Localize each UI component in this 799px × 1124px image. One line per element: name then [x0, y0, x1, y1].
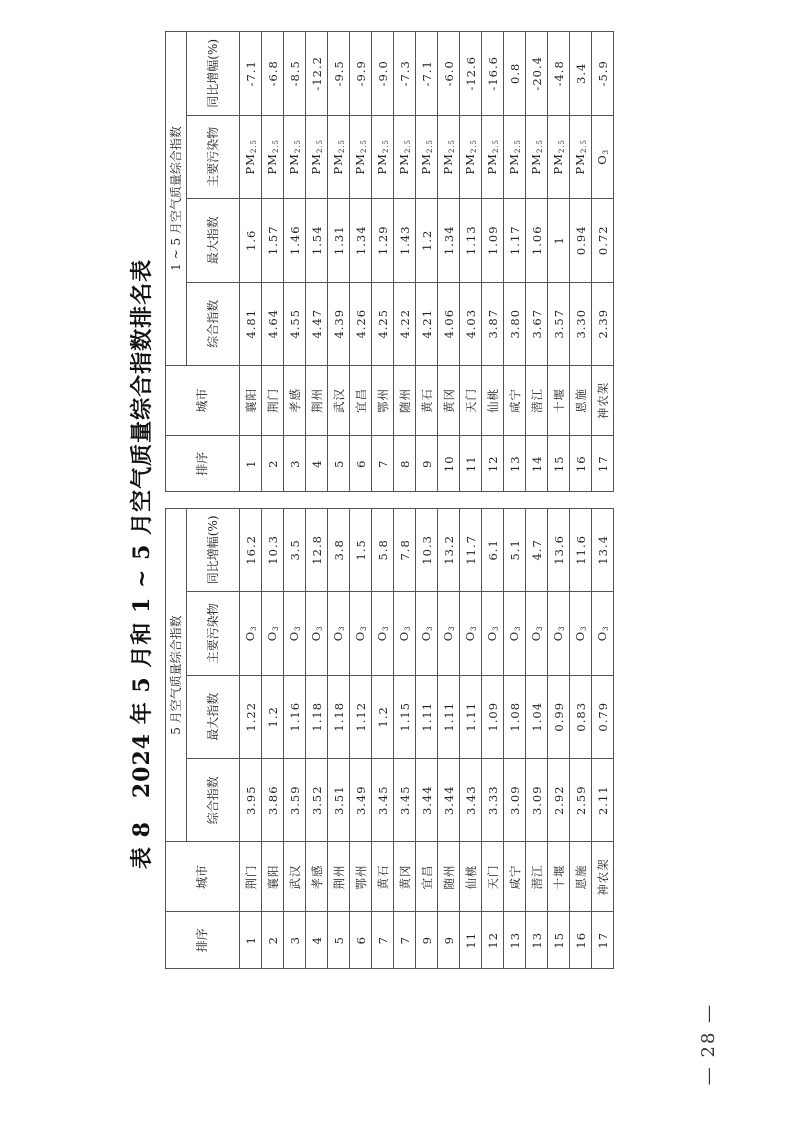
- table-row: [504, 32, 526, 969]
- cell-may-yoy: 16.2: [240, 508, 262, 591]
- cell-ytd-max: 1.29: [372, 199, 394, 282]
- cell-ytd-composite: 4.47: [306, 282, 328, 365]
- cell-may-yoy: 11.6: [570, 508, 592, 591]
- cell-ytd-max: 1.31: [328, 199, 350, 282]
- cell-may-pollutant: $O_3$: [328, 592, 350, 675]
- cell-may-max: 1.08: [504, 675, 526, 758]
- header-max-ytd: 最大指数: [187, 199, 240, 282]
- column-gap: [460, 492, 482, 508]
- cell-may-rank: 12: [482, 912, 504, 969]
- cell-ytd-pollutant: $O_3$: [592, 115, 614, 198]
- cell-ytd-yoy: -7.3: [394, 32, 416, 116]
- cell-ytd-composite: 4.06: [438, 282, 460, 365]
- table-row: [570, 32, 592, 969]
- cell-ytd-yoy: -12.2: [306, 32, 328, 116]
- column-gap: [482, 492, 504, 508]
- cell-ytd-composite: 4.55: [284, 282, 306, 365]
- cell-ytd-rank: 3: [284, 435, 306, 492]
- cell-may-yoy: 13.4: [592, 508, 614, 591]
- cell-ytd-composite: 3.87: [482, 282, 504, 365]
- cell-ytd-composite: 4.39: [328, 282, 350, 365]
- cell-ytd-city: 天门: [460, 365, 482, 435]
- cell-ytd-rank: 4: [306, 435, 328, 492]
- cell-may-city: 十堰: [548, 842, 570, 912]
- cell-may-rank: 13: [526, 912, 548, 969]
- cell-may-max: 0.79: [592, 675, 614, 758]
- cell-ytd-pollutant: $PM_{2.5}$: [460, 115, 482, 198]
- cell-may-city: 荆州: [328, 842, 350, 912]
- cell-ytd-yoy: -12.6: [460, 32, 482, 116]
- table-row: [394, 32, 416, 969]
- cell-may-max: 1.11: [416, 675, 438, 758]
- column-gap: [166, 492, 240, 508]
- cell-may-rank: 2: [262, 912, 284, 969]
- cell-may-max: 1.2: [262, 675, 284, 758]
- cell-may-composite: 3.95: [240, 759, 262, 842]
- cell-may-city: 孝感: [306, 842, 328, 912]
- cell-may-city: 天门: [482, 842, 504, 912]
- table-row: [438, 32, 460, 969]
- column-gap: [526, 492, 548, 508]
- table-row: [262, 32, 284, 969]
- cell-may-city: 随州: [438, 842, 460, 912]
- cell-ytd-pollutant: $PM_{2.5}$: [262, 115, 284, 198]
- cell-may-pollutant: $O_3$: [372, 592, 394, 675]
- cell-may-pollutant: $O_3$: [284, 592, 306, 675]
- cell-may-composite: 3.52: [306, 759, 328, 842]
- cell-may-yoy: 6.1: [482, 508, 504, 591]
- cell-ytd-city: 仙桃: [482, 365, 504, 435]
- header-max-may: 最大指数: [187, 675, 240, 758]
- cell-ytd-composite: 4.03: [460, 282, 482, 365]
- cell-may-rank: 3: [284, 912, 306, 969]
- cell-ytd-pollutant: $PM_{2.5}$: [240, 115, 262, 198]
- cell-ytd-yoy: -20.4: [526, 32, 548, 116]
- cell-ytd-rank: 5: [328, 435, 350, 492]
- cell-may-rank: 17: [592, 912, 614, 969]
- cell-ytd-pollutant: $PM_{2.5}$: [526, 115, 548, 198]
- cell-may-pollutant: $O_3$: [548, 592, 570, 675]
- table-row: [548, 32, 570, 969]
- cell-ytd-yoy: -8.5: [284, 32, 306, 116]
- cell-may-yoy: 5.8: [372, 508, 394, 591]
- table-row: [284, 32, 306, 969]
- cell-ytd-rank: 12: [482, 435, 504, 492]
- cell-may-composite: 2.59: [570, 759, 592, 842]
- cell-ytd-city: 宜昌: [350, 365, 372, 435]
- column-gap: [328, 492, 350, 508]
- cell-ytd-yoy: 3.4: [570, 32, 592, 116]
- cell-ytd-max: 1.6: [240, 199, 262, 282]
- cell-ytd-city: 鄂州: [372, 365, 394, 435]
- column-gap: [438, 492, 460, 508]
- cell-may-max: 1.11: [460, 675, 482, 758]
- cell-ytd-pollutant: $PM_{2.5}$: [504, 115, 526, 198]
- cell-ytd-max: 1.57: [262, 199, 284, 282]
- air-quality-table: [165, 31, 614, 969]
- cell-may-rank: 6: [350, 912, 372, 969]
- cell-may-rank: 7: [372, 912, 394, 969]
- header-yoy-may: 同比增幅(%): [187, 508, 240, 591]
- column-gap: [504, 492, 526, 508]
- cell-ytd-composite: 3.67: [526, 282, 548, 365]
- cell-may-yoy: 4.7: [526, 508, 548, 591]
- column-gap: [394, 492, 416, 508]
- cell-may-city: 仙桃: [460, 842, 482, 912]
- cell-ytd-max: 1.34: [438, 199, 460, 282]
- cell-may-composite: 3.49: [350, 759, 372, 842]
- cell-may-max: 1.18: [328, 675, 350, 758]
- cell-may-yoy: 12.8: [306, 508, 328, 591]
- cell-ytd-composite: 4.64: [262, 282, 284, 365]
- cell-may-rank: 16: [570, 912, 592, 969]
- cell-may-city: 神农架: [592, 842, 614, 912]
- cell-ytd-city: 荆门: [262, 365, 284, 435]
- cell-ytd-composite: 2.39: [592, 282, 614, 365]
- cell-may-city: 潜江: [526, 842, 548, 912]
- header-may-group: 5 月空气质量综合指数: [166, 508, 187, 842]
- cell-ytd-composite: 4.25: [372, 282, 394, 365]
- cell-may-composite: 3.86: [262, 759, 284, 842]
- cell-ytd-yoy: -9.5: [328, 32, 350, 116]
- table-row: [372, 32, 394, 969]
- column-gap: [284, 492, 306, 508]
- table-row: [526, 32, 548, 969]
- cell-may-composite: 3.43: [460, 759, 482, 842]
- cell-may-rank: 5: [328, 912, 350, 969]
- cell-ytd-yoy: -5.9: [592, 32, 614, 116]
- cell-may-yoy: 11.7: [460, 508, 482, 591]
- header-ytd-group: 1 ~ 5 月空气质量综合指数: [166, 32, 187, 366]
- cell-ytd-yoy: -9.9: [350, 32, 372, 116]
- cell-may-yoy: 10.3: [262, 508, 284, 591]
- cell-ytd-rank: 16: [570, 435, 592, 492]
- cell-ytd-pollutant: $PM_{2.5}$: [372, 115, 394, 198]
- cell-may-composite: 2.92: [548, 759, 570, 842]
- cell-may-composite: 3.44: [416, 759, 438, 842]
- table-row: [482, 32, 504, 969]
- cell-may-yoy: 13.2: [438, 508, 460, 591]
- cell-ytd-rank: 1: [240, 435, 262, 492]
- cell-ytd-pollutant: $PM_{2.5}$: [306, 115, 328, 198]
- cell-may-city: 黄石: [372, 842, 394, 912]
- cell-ytd-composite: 3.57: [548, 282, 570, 365]
- cell-ytd-city: 神农架: [592, 365, 614, 435]
- cell-may-yoy: 1.5: [350, 508, 372, 591]
- cell-ytd-pollutant: $PM_{2.5}$: [570, 115, 592, 198]
- cell-ytd-yoy: -9.0: [372, 32, 394, 116]
- table-row: [240, 32, 262, 969]
- cell-ytd-pollutant: $PM_{2.5}$: [438, 115, 460, 198]
- cell-ytd-max: 1.06: [526, 199, 548, 282]
- cell-ytd-yoy: -16.6: [482, 32, 504, 116]
- cell-may-pollutant: $O_3$: [482, 592, 504, 675]
- cell-ytd-composite: 3.80: [504, 282, 526, 365]
- cell-ytd-city: 恩施: [570, 365, 592, 435]
- cell-may-yoy: 10.3: [416, 508, 438, 591]
- cell-ytd-max: 0.72: [592, 199, 614, 282]
- cell-may-city: 鄂州: [350, 842, 372, 912]
- cell-may-pollutant: $O_3$: [526, 592, 548, 675]
- cell-ytd-city: 黄石: [416, 365, 438, 435]
- column-gap: [306, 492, 328, 508]
- cell-may-yoy: 7.8: [394, 508, 416, 591]
- cell-may-composite: 3.09: [526, 759, 548, 842]
- cell-may-pollutant: $O_3$: [570, 592, 592, 675]
- cell-ytd-yoy: -7.1: [240, 32, 262, 116]
- cell-may-max: 1.12: [350, 675, 372, 758]
- cell-may-composite: 2.11: [592, 759, 614, 842]
- cell-ytd-max: 1.2: [416, 199, 438, 282]
- header-pollutant-may: 主要污染物: [187, 592, 240, 675]
- cell-may-max: 1.18: [306, 675, 328, 758]
- cell-ytd-rank: 10: [438, 435, 460, 492]
- cell-ytd-city: 潜江: [526, 365, 548, 435]
- cell-ytd-max: 1: [548, 199, 570, 282]
- cell-may-city: 黄冈: [394, 842, 416, 912]
- cell-ytd-pollutant: $PM_{2.5}$: [416, 115, 438, 198]
- table-row: [328, 32, 350, 969]
- table-title: 表 8 2024 年 5 月和 1 ~ 5 月空气质量综合指数排名表: [129, 258, 155, 870]
- cell-ytd-rank: 11: [460, 435, 482, 492]
- cell-may-city: 恩施: [570, 842, 592, 912]
- header-rank-ytd: 排序: [166, 435, 240, 492]
- cell-may-rank: 4: [306, 912, 328, 969]
- cell-may-city: 宜昌: [416, 842, 438, 912]
- cell-ytd-city: 武汉: [328, 365, 350, 435]
- cell-ytd-pollutant: $PM_{2.5}$: [284, 115, 306, 198]
- cell-may-pollutant: $O_3$: [460, 592, 482, 675]
- cell-ytd-yoy: 0.8: [504, 32, 526, 116]
- cell-ytd-rank: 9: [416, 435, 438, 492]
- cell-ytd-pollutant: $PM_{2.5}$: [328, 115, 350, 198]
- cell-ytd-rank: 15: [548, 435, 570, 492]
- cell-may-composite: 3.09: [504, 759, 526, 842]
- cell-ytd-city: 荆州: [306, 365, 328, 435]
- header-pollutant-ytd: 主要污染物: [187, 115, 240, 198]
- cell-may-pollutant: $O_3$: [306, 592, 328, 675]
- cell-ytd-composite: 4.21: [416, 282, 438, 365]
- cell-ytd-composite: 3.30: [570, 282, 592, 365]
- cell-ytd-pollutant: $PM_{2.5}$: [350, 115, 372, 198]
- cell-may-rank: 13: [504, 912, 526, 969]
- table-row: [350, 32, 372, 969]
- cell-may-pollutant: $O_3$: [592, 592, 614, 675]
- cell-may-max: 1.16: [284, 675, 306, 758]
- cell-ytd-yoy: -7.1: [416, 32, 438, 116]
- header-composite-may: 综合指数: [187, 759, 240, 842]
- cell-may-rank: 11: [460, 912, 482, 969]
- cell-may-yoy: 3.8: [328, 508, 350, 591]
- table-row: [460, 32, 482, 969]
- cell-ytd-city: 黄冈: [438, 365, 460, 435]
- table-row: [306, 32, 328, 969]
- cell-ytd-pollutant: $PM_{2.5}$: [482, 115, 504, 198]
- cell-may-composite: 3.44: [438, 759, 460, 842]
- cell-ytd-max: 1.09: [482, 199, 504, 282]
- cell-may-city: 武汉: [284, 842, 306, 912]
- cell-may-pollutant: $O_3$: [350, 592, 372, 675]
- cell-ytd-city: 孝感: [284, 365, 306, 435]
- cell-ytd-city: 随州: [394, 365, 416, 435]
- column-gap: [570, 492, 592, 508]
- table-row: [416, 32, 438, 969]
- cell-ytd-max: 0.94: [570, 199, 592, 282]
- cell-may-yoy: 13.6: [548, 508, 570, 591]
- table-body: [240, 32, 614, 969]
- cell-may-composite: 3.33: [482, 759, 504, 842]
- column-gap: [416, 492, 438, 508]
- cell-ytd-yoy: -6.0: [438, 32, 460, 116]
- header-composite-ytd: 综合指数: [187, 282, 240, 365]
- cell-may-max: 1.2: [372, 675, 394, 758]
- cell-may-composite: 3.45: [394, 759, 416, 842]
- cell-ytd-rank: 14: [526, 435, 548, 492]
- cell-ytd-yoy: -6.8: [262, 32, 284, 116]
- cell-ytd-city: 襄阳: [240, 365, 262, 435]
- cell-ytd-pollutant: $PM_{2.5}$: [548, 115, 570, 198]
- cell-ytd-city: 十堰: [548, 365, 570, 435]
- cell-may-rank: 9: [416, 912, 438, 969]
- column-gap: [240, 492, 262, 508]
- column-gap: [350, 492, 372, 508]
- cell-may-pollutant: $O_3$: [504, 592, 526, 675]
- cell-may-city: 荆门: [240, 842, 262, 912]
- page-number: — 28 —: [698, 1002, 719, 1086]
- cell-ytd-composite: 4.26: [350, 282, 372, 365]
- cell-may-max: 1.15: [394, 675, 416, 758]
- cell-may-rank: 15: [548, 912, 570, 969]
- column-gap: [548, 492, 570, 508]
- column-gap: [262, 492, 284, 508]
- header-rank-may: 排序: [166, 912, 240, 969]
- cell-ytd-rank: 7: [372, 435, 394, 492]
- cell-ytd-composite: 4.22: [394, 282, 416, 365]
- cell-may-yoy: 3.5: [284, 508, 306, 591]
- cell-may-max: 1.22: [240, 675, 262, 758]
- cell-may-pollutant: $O_3$: [262, 592, 284, 675]
- cell-may-max: 0.83: [570, 675, 592, 758]
- cell-ytd-max: 1.54: [306, 199, 328, 282]
- cell-ytd-rank: 13: [504, 435, 526, 492]
- column-gap: [592, 492, 614, 508]
- cell-may-composite: 3.45: [372, 759, 394, 842]
- cell-may-rank: 9: [438, 912, 460, 969]
- cell-ytd-rank: 2: [262, 435, 284, 492]
- cell-may-city: 襄阳: [262, 842, 284, 912]
- cell-ytd-max: 1.17: [504, 199, 526, 282]
- cell-ytd-pollutant: $PM_{2.5}$: [394, 115, 416, 198]
- cell-ytd-max: 1.43: [394, 199, 416, 282]
- cell-ytd-max: 1.46: [284, 199, 306, 282]
- cell-ytd-rank: 6: [350, 435, 372, 492]
- cell-may-pollutant: $O_3$: [438, 592, 460, 675]
- cell-may-composite: 3.59: [284, 759, 306, 842]
- cell-may-yoy: 5.1: [504, 508, 526, 591]
- cell-may-pollutant: $O_3$: [394, 592, 416, 675]
- cell-may-pollutant: $O_3$: [416, 592, 438, 675]
- cell-ytd-max: 1.13: [460, 199, 482, 282]
- header-yoy-ytd: 同比增幅(%): [187, 32, 240, 116]
- cell-may-composite: 3.51: [328, 759, 350, 842]
- header-city-may: 城市: [166, 842, 240, 912]
- cell-ytd-city: 咸宁: [504, 365, 526, 435]
- cell-ytd-composite: 4.81: [240, 282, 262, 365]
- cell-ytd-max: 1.34: [350, 199, 372, 282]
- cell-may-rank: 7: [394, 912, 416, 969]
- cell-ytd-rank: 8: [394, 435, 416, 492]
- cell-ytd-yoy: -4.8: [548, 32, 570, 116]
- cell-may-max: 1.04: [526, 675, 548, 758]
- cell-may-pollutant: $O_3$: [240, 592, 262, 675]
- cell-may-city: 咸宁: [504, 842, 526, 912]
- column-gap: [372, 492, 394, 508]
- cell-may-max: 0.99: [548, 675, 570, 758]
- header-city-ytd: 城市: [166, 365, 240, 435]
- cell-ytd-rank: 17: [592, 435, 614, 492]
- cell-may-max: 1.09: [482, 675, 504, 758]
- cell-may-max: 1.11: [438, 675, 460, 758]
- table-row: [592, 32, 614, 969]
- cell-may-rank: 1: [240, 912, 262, 969]
